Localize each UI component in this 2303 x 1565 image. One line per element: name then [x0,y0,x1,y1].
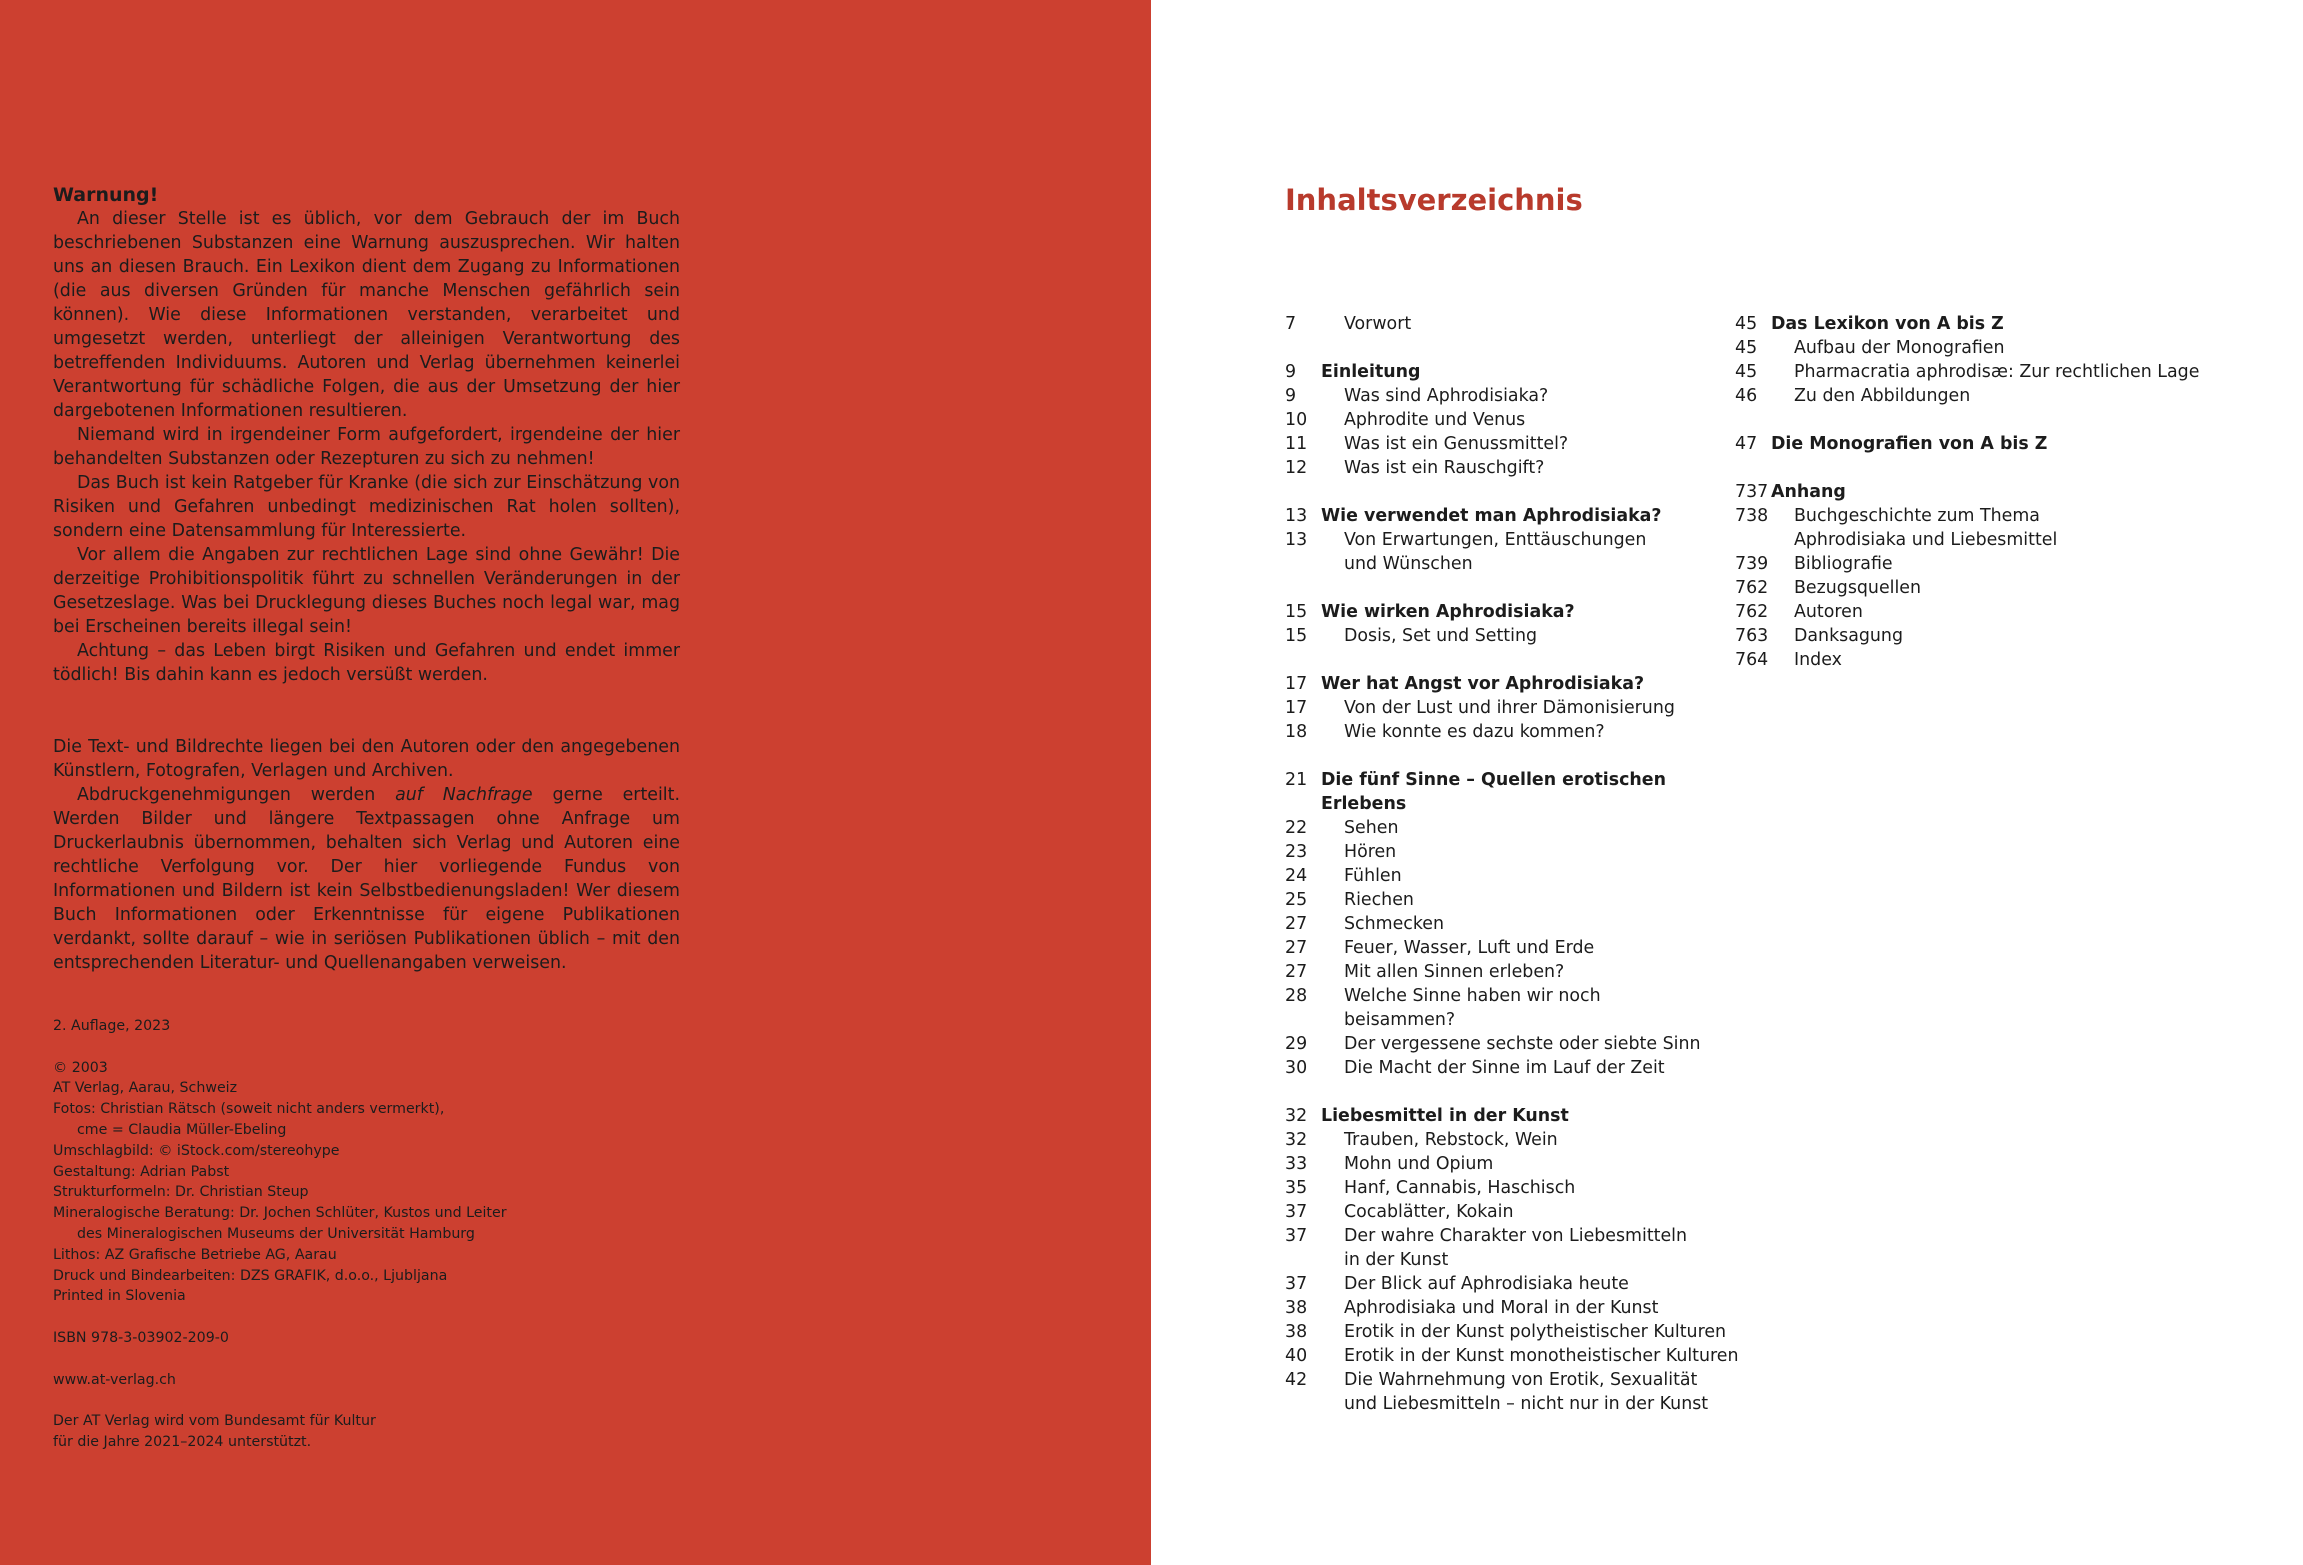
toc-title: Inhaltsverzeichnis [1285,183,1583,217]
warning-paragraph: Vor allem die Angaben zur rechtlichen Lage sind ohne Gewähr! Die derzeitige Prohibitionspolitik führt zu schnellen Veränderungen in der Gesetzeslage. Was bei Drucklegung dieses Buches noch legal war, mag bei Erscheinen bereits illegal sein! [53,545,680,637]
toc-entry-title-cont: Aphrodisiaka und Liebesmittel [1794,530,2058,550]
toc-entry [1735,600,2205,624]
toc-page-number: 25 [1285,890,1308,910]
toc-page-number: 17 [1285,698,1308,718]
toc-entry-title: Schmecken [1344,914,1444,934]
toc-entry [1285,408,1755,432]
toc-entry-title: Cocablätter, Kokain [1344,1202,1514,1222]
toc-entry-title: Von der Lust und ihrer Dämonisierung [1344,698,1675,718]
toc-entry-title: Von Erwartungen, Enttäuschungen [1344,530,1647,550]
toc-entry-title: Die fünf Sinne – Quellen erotischen Erlebens [1321,770,1666,814]
toc-section-entry [1285,768,1755,816]
toc-entry-title: Index [1794,650,1842,670]
imprint-printed: Printed in Slovenia [53,1288,186,1305]
toc-entry [1285,696,1755,720]
toc-spacer [1285,744,1755,768]
toc-entry-title: Pharmacratia aphrodisæ: Zur rechtlichen Lage [1794,362,2200,382]
toc-page-number: 45 [1735,314,1758,334]
toc-entry-title: Danksagung [1794,626,1903,646]
imprint-publisher: AT Verlag, Aarau, Schweiz [53,1080,238,1097]
toc-spacer [1285,480,1755,504]
toc-entry-title: Trauben, Rebstock, Wein [1344,1130,1558,1150]
toc-page-number: 10 [1285,410,1308,430]
toc-page-number: 24 [1285,866,1308,886]
toc-entry [1735,504,2205,552]
toc-spacer [1735,408,2205,432]
toc-entry [1285,456,1755,480]
toc-entry-title: Sehen [1344,818,1399,838]
toc-page-number: 32 [1285,1106,1308,1126]
toc-entry [1285,1032,1755,1056]
warning-paragraph: An dieser Stelle ist es üblich, vor dem Gebrauch der im Buch beschriebenen Substanzen eine Warnung auszusprechen. Wir halten uns an diesen Brauch. Ein Lexikon dient dem Zugang zu Informationen (die aus diversen Gründen für manche Menschen gefährlich sein können). Wie diese Informationen verstanden, verarbeitet und umgesetzt werden, unterliegt der alleinigen Verantwortung des betreffenden Individuums. Autoren und Verlag übernehmen keinerlei Verantwortung für schädliche Folgen, die aus der Umsetzung der hier dargebotenen Informationen resultieren. [53,209,680,421]
rights-text: Abdruckgenehmigungen werden [77,785,396,805]
toc-entry-title: Hanf, Cannabis, Haschisch [1344,1178,1576,1198]
toc-page-number: 738 [1735,506,1769,526]
toc-entry-title: Bibliografie [1794,554,1893,574]
toc-entry-title: Fühlen [1344,866,1402,886]
rights-paragraph [53,783,680,975]
imprint-edition: 2. Auflage, 2023 [53,1018,171,1034]
toc-page-number: 45 [1735,362,1758,382]
toc-page-number: 47 [1735,434,1758,454]
rights-emphasis: auf Nachfrage [395,785,533,805]
toc-entry-title: Wie konnte es dazu kommen? [1344,722,1605,742]
toc-entry [1285,864,1755,888]
toc-entry-title: Liebesmittel in der Kunst [1321,1106,1569,1126]
toc-entry-title: Bezugsquellen [1794,578,1922,598]
imprint-section [53,1016,680,1453]
toc-page-number: 11 [1285,434,1308,454]
toc-section-entry [1735,432,2205,456]
toc-page-number: 27 [1285,962,1308,982]
toc-page-number: 15 [1285,602,1308,622]
toc-section-entry [1285,1104,1755,1128]
toc-page-number: 22 [1285,818,1308,838]
toc-page-number: 9 [1285,386,1297,406]
toc-page-number: 762 [1735,602,1769,622]
toc-entry [1285,1128,1755,1152]
toc-entry-title: Aphrodisiaka und Moral in der Kunst [1344,1298,1659,1318]
imprint-photos: Fotos: Christian Rätsch (soweit nicht anders vermerkt), [53,1101,445,1118]
warning-title: Warnung! [53,184,159,206]
toc-spacer [1285,1080,1755,1104]
toc-entry [1285,936,1755,960]
toc-page-number: 12 [1285,458,1308,478]
toc-entry [1735,384,2205,408]
toc-entry-title-cont: beisammen? [1344,1010,1456,1030]
imprint-photos-cme: cme = Claudia Müller-Ebeling [77,1121,287,1138]
toc-entry-title: Wie verwendet man Aphrodisiaka? [1321,506,1662,526]
toc-page-number: 30 [1285,1058,1308,1078]
toc-entry [1285,1176,1755,1200]
toc-entry-title: Vorwort [1344,314,1412,334]
toc-page-number: 764 [1735,650,1769,670]
toc-entry [1285,1056,1755,1080]
toc-spacer [1735,456,2205,480]
toc-entry [1285,384,1755,408]
toc-page-number: 21 [1285,770,1308,790]
toc-entry [1285,960,1755,984]
toc-section-entry [1285,672,1755,696]
toc-section-entry [1735,312,2205,336]
toc-entry [1735,336,2205,360]
toc-entry [1285,840,1755,864]
toc-entry-title-cont: und Wünschen [1344,554,1473,574]
toc-entry-title: Der wahre Charakter von Liebesmitteln [1344,1226,1688,1246]
toc-entry-title: Aufbau der Monografien [1794,338,2005,358]
toc-entry [1285,1320,1755,1344]
toc-spacer [1285,336,1755,360]
toc-entry [1285,720,1755,744]
toc-entry-title: Feuer, Wasser, Luft und Erde [1344,938,1595,958]
toc-entry [1735,648,2205,672]
imprint-isbn: ISBN 978-3-03902-209-0 [53,1329,229,1346]
toc-page-number: 42 [1285,1370,1308,1390]
toc-page-number: 40 [1285,1346,1308,1366]
rights-text: gerne erteilt. Werden Bilder und längere Textpassagen ohne Anfrage um Druckerlaubnis übernommen, behalten sich Verlag und Autoren eine rechtliche Verfolgung vor. Der hier vorliegende Fundus von Informationen und Bildern ist kein Selbstbedienungsladen! Wer diesem Buch Informationen oder Erkenntnisse für eigene Publikationen verdankt, sollte darauf – wie in seriösen Publikationen üblich – mit den entsprechenden Literatur- und Quellenangaben verweisen. [53,785,680,973]
toc-page-number: 33 [1285,1154,1308,1174]
toc-page-number: 23 [1285,842,1308,862]
toc-page-number: 28 [1285,986,1308,1006]
toc-entry-title: Das Lexikon von A bis Z [1771,314,2004,334]
toc-entry-title: Zu den Abbildungen [1794,386,1971,406]
imprint-mineral: Mineralogische Beratung: Dr. Jochen Schlüter, Kustos und Leiter [53,1205,507,1222]
toc-page-number: 27 [1285,938,1308,958]
toc-entry-title: Mit allen Sinnen erleben? [1344,962,1565,982]
toc-entry-title-cont: in der Kunst [1344,1250,1449,1270]
toc-spacer [1285,648,1755,672]
toc-page-number: 37 [1285,1226,1308,1246]
toc-entry-title: Hören [1344,842,1397,862]
toc-page-number: 7 [1285,314,1297,334]
toc-entry [1285,888,1755,912]
toc-page-number: 9 [1285,362,1297,382]
rights-section [53,735,680,975]
imprint-structures: Strukturformeln: Dr. Christian Steup [53,1184,309,1201]
toc-entry [1285,984,1755,1032]
toc-section-entry [1285,504,1755,528]
toc-page-number: 38 [1285,1298,1308,1318]
toc-page-number: 35 [1285,1178,1308,1198]
toc-entry-title: Die Monografien von A bis Z [1771,434,2048,454]
toc-entry-title: Einleitung [1321,362,1421,382]
toc-page-number: 45 [1735,338,1758,358]
toc-entry [1285,624,1755,648]
toc-entry-title: Wie wirken Aphrodisiaka? [1321,602,1575,622]
imprint-support: für die Jahre 2021–2024 unterstützt. [53,1433,312,1450]
toc-entry [1285,1296,1755,1320]
toc-entry [1735,360,2205,384]
toc-entry [1735,624,2205,648]
toc-section-entry [1285,600,1755,624]
toc-entry [1285,528,1755,576]
toc-page-number: 17 [1285,674,1308,694]
warning-paragraph: Niemand wird in irgendeiner Form aufgefordert, irgendeine der hier behandelten Substanzen oder Rezepturen zu sich zu nehmen! [53,425,680,469]
toc-entry-title: Welche Sinne haben wir noch [1344,986,1601,1006]
toc-spacer [1285,576,1755,600]
toc-entry-title: Wer hat Angst vor Aphrodisiaka? [1321,674,1645,694]
imprint-web: www.at-verlag.ch [53,1371,176,1388]
toc-entry-title: Die Macht der Sinne im Lauf der Zeit [1344,1058,1665,1078]
toc-entry-title: Die Wahrnehmung von Erotik, Sexualität [1344,1370,1698,1390]
toc-page-number: 762 [1735,578,1769,598]
toc-page-number: 27 [1285,914,1308,934]
toc-entry-title: Riechen [1344,890,1414,910]
toc-entry-title: Erotik in der Kunst monotheistischer Kulturen [1344,1346,1739,1366]
toc-column-2 [1735,312,2205,672]
toc-page-number: 737 [1735,482,1769,502]
toc-entry-title: Anhang [1771,482,1846,502]
toc-page-number: 37 [1285,1202,1308,1222]
toc-entry [1285,1344,1755,1368]
toc-entry [1285,1368,1755,1416]
warning-paragraph: Achtung – das Leben birgt Risiken und Gefahren und endet immer tödlich! Bis dahin kann es jedoch versüßt werden. [53,641,680,685]
toc-entry-title: Buchgeschichte zum Thema [1794,506,2040,526]
toc-page-number: 13 [1285,506,1308,526]
toc-page-number: 739 [1735,554,1769,574]
toc-column-1 [1285,312,1755,1416]
toc-entry [1285,1272,1755,1296]
toc-page-number: 13 [1285,530,1308,550]
toc-entry [1285,1152,1755,1176]
toc-entry-title: Was sind Aphrodisiaka? [1344,386,1549,406]
toc-page-number: 29 [1285,1034,1308,1054]
toc-entry-title: Autoren [1794,602,1863,622]
toc-entry-title: Dosis, Set und Setting [1344,626,1538,646]
warning-section [53,183,680,687]
toc-page-number: 763 [1735,626,1769,646]
toc-entry-title: Mohn und Opium [1344,1154,1494,1174]
toc-section-entry [1735,480,2205,504]
warning-paragraph: Das Buch ist kein Ratgeber für Kranke (die sich zur Einschätzung von Risiken und Gefahren unbedingt medizinischen Rat holen sollten), sondern eine Datensammlung für Interessierte. [53,473,680,541]
imprint-design: Gestaltung: Adrian Pabst [53,1163,230,1180]
toc-entry-title: Aphrodite und Venus [1344,410,1526,430]
toc-entry [1285,912,1755,936]
toc-entry-title-cont: und Liebesmitteln – nicht nur in der Kunst [1344,1394,1709,1414]
toc-entry-title: Was ist ein Genussmittel? [1344,434,1569,454]
toc-section-entry [1285,360,1755,384]
toc-entry [1735,576,2205,600]
toc-entry [1285,1200,1755,1224]
toc-entry [1285,432,1755,456]
left-page [0,0,1151,1565]
toc-page-number: 18 [1285,722,1308,742]
imprint-copyright: © 2003 [53,1059,108,1076]
imprint-lithos: Lithos: AZ Grafische Betriebe AG, Aarau [53,1246,337,1263]
toc-entry-title: Erotik in der Kunst polytheistischer Kulturen [1344,1322,1727,1342]
toc-entry-title: Was ist ein Rauschgift? [1344,458,1545,478]
toc-page-number: 38 [1285,1322,1308,1342]
toc-page-number: 46 [1735,386,1758,406]
imprint-support: Der AT Verlag wird vom Bundesamt für Kultur [53,1413,376,1430]
toc-page-number: 15 [1285,626,1308,646]
toc-entry [1285,816,1755,840]
imprint-mineral-cont: des Mineralogischen Museums der Universität Hamburg [77,1225,475,1242]
toc-entry [1735,552,2205,576]
toc-entry [1285,1224,1755,1272]
toc-entry-title: Der Blick auf Aphrodisiaka heute [1344,1274,1629,1294]
toc-entry [1285,312,1755,336]
toc-page-number: 32 [1285,1130,1308,1150]
imprint-cover: Umschlagbild: © iStock.com/stereohype [53,1142,340,1159]
imprint-print: Druck und Bindearbeiten: DZS GRAFIK, d.o.o., Ljubljana [53,1267,448,1284]
toc-entry-title: Der vergessene sechste oder siebte Sinn [1344,1034,1701,1054]
rights-paragraph: Die Text- und Bildrechte liegen bei den Autoren oder den angegebenen Künstlern, Fotografen, Verlagen und Archiven. [53,737,680,781]
toc-page-number: 37 [1285,1274,1308,1294]
